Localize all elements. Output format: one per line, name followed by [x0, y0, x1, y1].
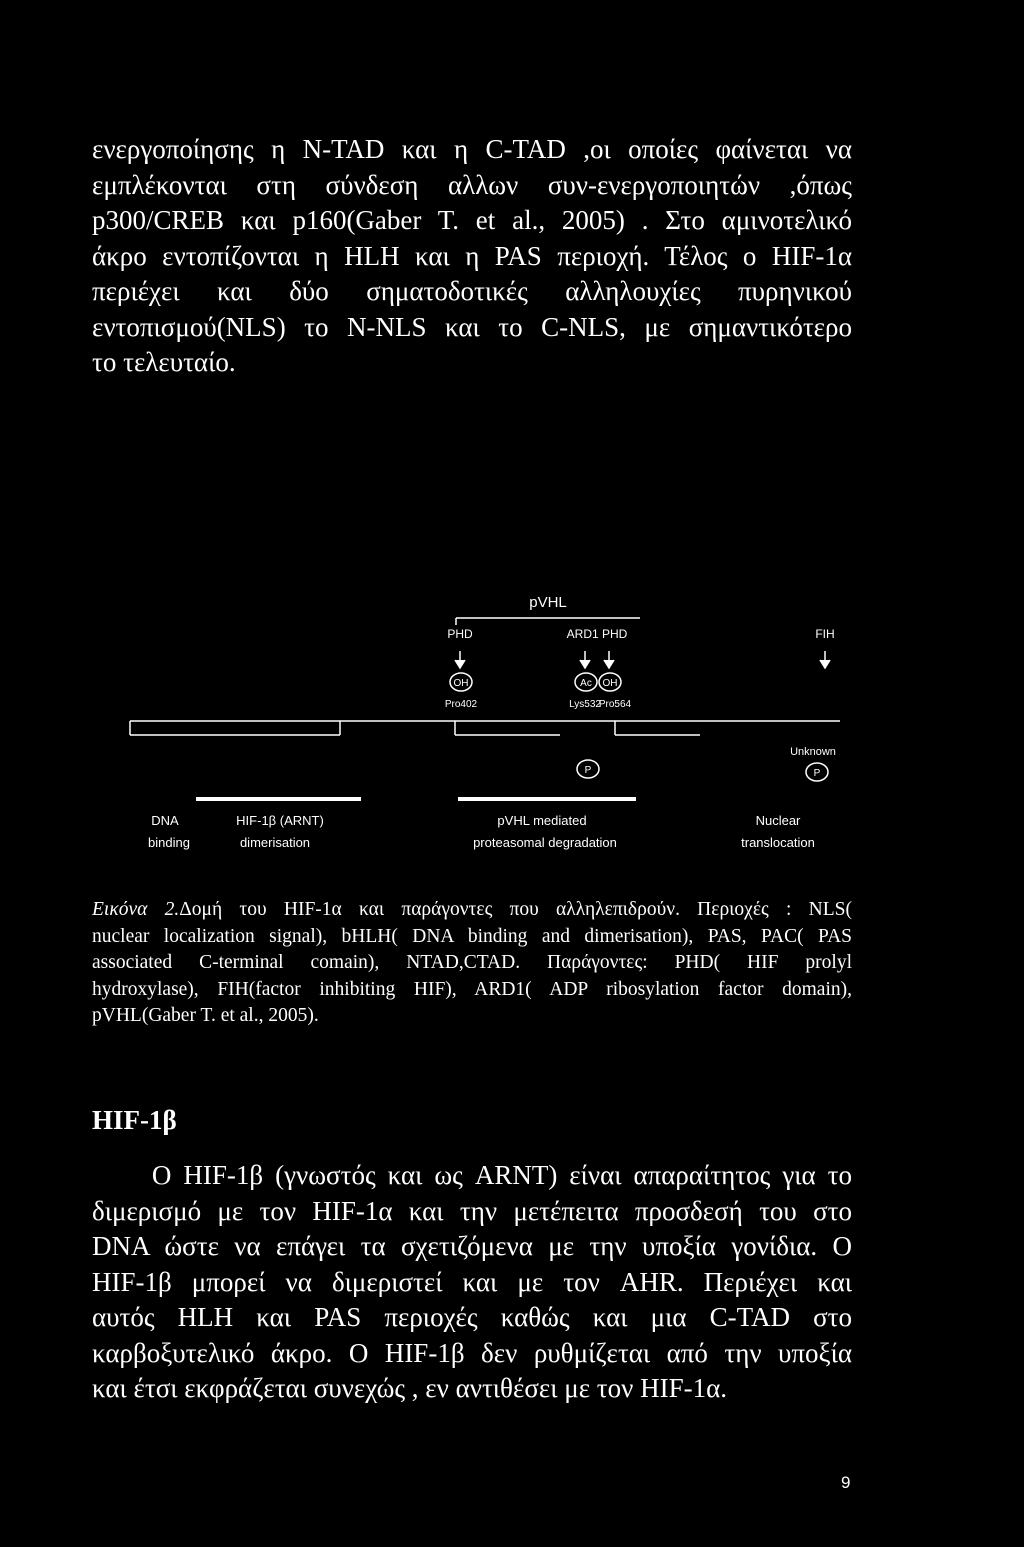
ard1-phd-label: ARD1 PHD	[566, 627, 628, 641]
text-line: άκρο εντοπίζονται η HLH και η PAS περιοχή. Τέλος ο HIF-1α	[92, 240, 852, 271]
lys532-label: Lys532	[569, 699, 601, 710]
body-paragraph	[92, 132, 852, 381]
text-line: ενεργοποίησης η N-TAD και η C-TAD ,οι οποίες φαίνεται να	[92, 134, 852, 164]
pro402-label: Pro402	[444, 699, 478, 710]
fih-label: FIH	[815, 627, 835, 641]
phd-label: PHD	[447, 627, 473, 641]
hif1b-label: HIF-1β (ARNT)	[236, 813, 324, 828]
dna-label: DNA	[151, 813, 179, 828]
translocation-label: translocation	[741, 835, 815, 850]
text-line: Ο HIF-1β (γνωστός και ως ARNT) είναι απαραίτητος για το	[92, 1160, 852, 1190]
proteasomal-label: proteasomal degradation	[473, 835, 617, 850]
text-line: DNA ώστε να επάγει τα σχετιζόμενα με την υποξία γονίδια. Ο	[92, 1231, 852, 1261]
caption-line: associated C-terminal comain), NTAD,CTAD. Παράγοντες: PHD( HIF prolyl	[92, 952, 852, 973]
p-label: P	[813, 768, 821, 779]
text-line: καρβοξυτελικό άκρο. Ο HIF-1β δεν ρυθμίζεται από την υποξία	[92, 1337, 852, 1368]
text-line: διμερισμό με τον HIF-1α και την μετέπειτα προσδεσή του στο	[92, 1195, 852, 1226]
text-line: p300/CREB και p160(Gaber T. et al., 2005) . Στο αμινοτελικό	[92, 205, 852, 235]
dimerisation-label: dimerisation	[239, 835, 311, 850]
figure-caption	[92, 897, 852, 1030]
caption-line: pVHL(Gaber T. et al., 2005).	[92, 1005, 319, 1026]
oh-label: OH	[453, 678, 469, 689]
text-line: το τελευταίο.	[92, 347, 236, 377]
pvhl-mediated-label: pVHL mediated	[497, 813, 587, 828]
body-paragraph	[92, 1158, 852, 1407]
caption-line: hydroxylase), FIH(factor inhibiting HIF), ARD1( ADP ribosylation factor domain),	[92, 978, 852, 1000]
text-line: εντοπισμού(NLS) το N-NLS και το C-NLS, με σημαντικότερο	[92, 311, 852, 342]
unknown-label: Unknown	[790, 746, 836, 758]
caption-label: Εικόνα 2.	[92, 899, 180, 920]
text-line: εμπλέκονται στη σύνδεση αλλων συν-ενεργοποιητών ,όπως	[92, 169, 852, 200]
caption-line: Εικόνα 2.Δομή του HIF-1α και παράγοντες που αλληλεπιδρούν. Περιοχές : NLS(	[92, 899, 852, 920]
text-line: αυτός HLH και PAS περιοχές καθώς και μια C-TAD στο	[92, 1302, 852, 1332]
text-line: HIF-1β μπορεί να διμεριστεί και με τον AHR. Περιέχει και	[92, 1266, 852, 1297]
ac-label: Ac	[580, 678, 592, 689]
pro564-label: Pro564	[598, 699, 632, 710]
p-label: P	[584, 765, 592, 776]
binding-label: binding	[148, 835, 190, 850]
degradation-bar	[458, 797, 636, 801]
pvhl-label: pVHL	[529, 594, 567, 611]
section-heading: HIF-1β	[92, 1105, 177, 1135]
oh-label: OH	[602, 678, 618, 689]
hif1a-domain-figure	[0, 585, 1024, 865]
text-line: περιέχει και δύο σηματοδοτικές αλληλουχίες πυρηνικού	[92, 276, 852, 306]
page-number: 9	[841, 1473, 851, 1492]
dna-binding-bar	[196, 797, 361, 801]
caption-line: nuclear localization signal), bHLH( DNA binding and dimerisation), PAS, PAC( PAS	[92, 925, 852, 947]
text-line: και έτσι εκφράζεται συνεχώς , εν αντιθέσει με τον HIF-1α.	[92, 1373, 728, 1403]
nuclear-label: Nuclear	[755, 813, 801, 828]
